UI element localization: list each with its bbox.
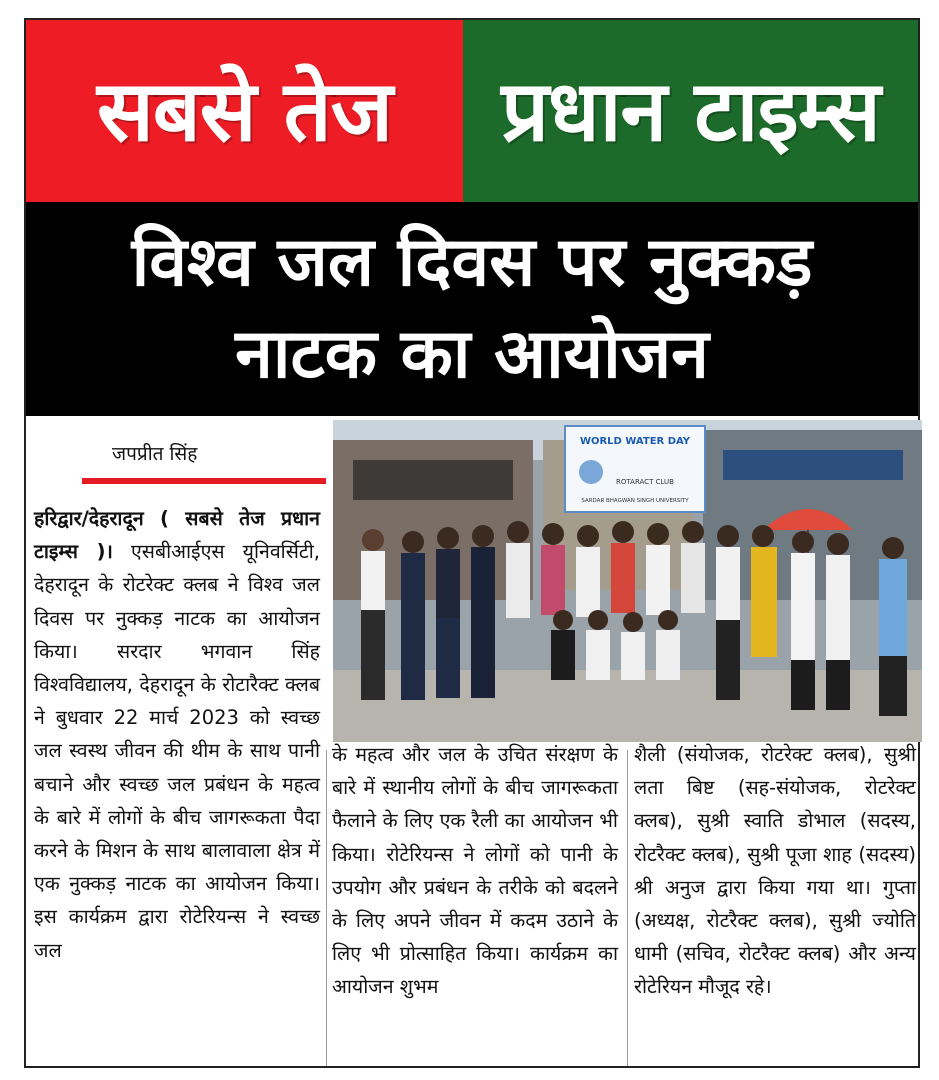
column-divider-1: [326, 750, 327, 1066]
article-column-3: [634, 738, 916, 1004]
article-col2-text: के महत्व और जल के उचित संरक्षण के बारे में स्थानीय लोगों के बीच जागरूकता फैलाने के लिए एक रैली का आयोजन भी किया। रोटेरियन्स ने लोगों को पानी के उपयोग और प्रबंधन के तरीके को बदलने के लिए अपने जीवन में कदम उठाने के लिए भी प्रोत्साहित किया। कार्यक्रम का आयोजन शुभम: [332, 743, 618, 999]
banner-org: SARDAR BHAGWAN SINGH UNIVERSITY: [581, 498, 689, 504]
headline-line-2: नाटक का आयोजन: [235, 315, 709, 394]
article-col1-text: एसबीआईएस यूनिवर्सिटी, देहरादून के रोटरेक्ट क्लब ने विश्व जल दिवस पर नुक्कड़ नाटक का आयोजन किया। सरदार भगवान सिंह विश्वविद्यालय, देहरादून के रोटारैक्ट क्लब ने बुधवार 22 मार्च 2023 को स्वच्छ जल स्वस्थ जीवन की थीम के साथ पानी बचाने और स्वच्छ जल प्रबंधन के महत्व के बारे में लोगों के बीच जागरूकता पैदा करने के मिशन के साथ बालावाला क्षेत्र में एक नुक्कड़ नाटक का आयोजन किया। इस कार्यक्रम द्वारा रोटेरियन्स ने स्वच्छ जल: [34, 540, 320, 962]
column-divider-2: [627, 750, 628, 1066]
masthead-left-panel: [26, 20, 463, 202]
banner-title: WORLD WATER DAY: [579, 436, 691, 447]
headline-block: [26, 202, 918, 416]
banner-sub: ROTARACT CLUB: [616, 478, 674, 486]
article-column-1: [34, 502, 320, 967]
masthead-right-panel: [463, 20, 918, 202]
masthead-right-title: प्रधान टाइम्स: [501, 62, 880, 160]
article-col3-text: शैली (संयोजक, रोटरेक्ट क्लब), सुश्री लता बिष्ट (सह-संयोजक, रोटरेक्ट क्लब), सुश्री स्वाति डोभाल (सदस्य, रोटरैक्ट क्लब), सुश्री पूजा शाह (सदस्य) श्री अनुज द्वारा किया गया था। गुप्ता (अध्यक्ष, रोटरैक्ट क्लब), सुश्री ज्योति धामी (सचिव, रोटरैक्ट क्लब) और अन्य रोटेरियन मौजूद रहे।: [634, 743, 916, 999]
headline-line-1: विश्व जल दिवस पर नुक्कड़: [131, 223, 813, 302]
byline: जपप्रीत सिंह: [112, 443, 198, 465]
group-photo: [333, 420, 922, 742]
article-column-2: [332, 738, 618, 1004]
masthead-left-title: सबसे तेज: [97, 62, 392, 160]
newspaper-clipping: [24, 18, 920, 1068]
group-photo-illustration: [333, 420, 922, 742]
masthead: [26, 20, 918, 202]
article-lead: हरिद्वार/देहरादून ( सबसे तेज प्रधान टाइम्स )।: [34, 507, 320, 564]
byline-rule: [82, 478, 326, 484]
